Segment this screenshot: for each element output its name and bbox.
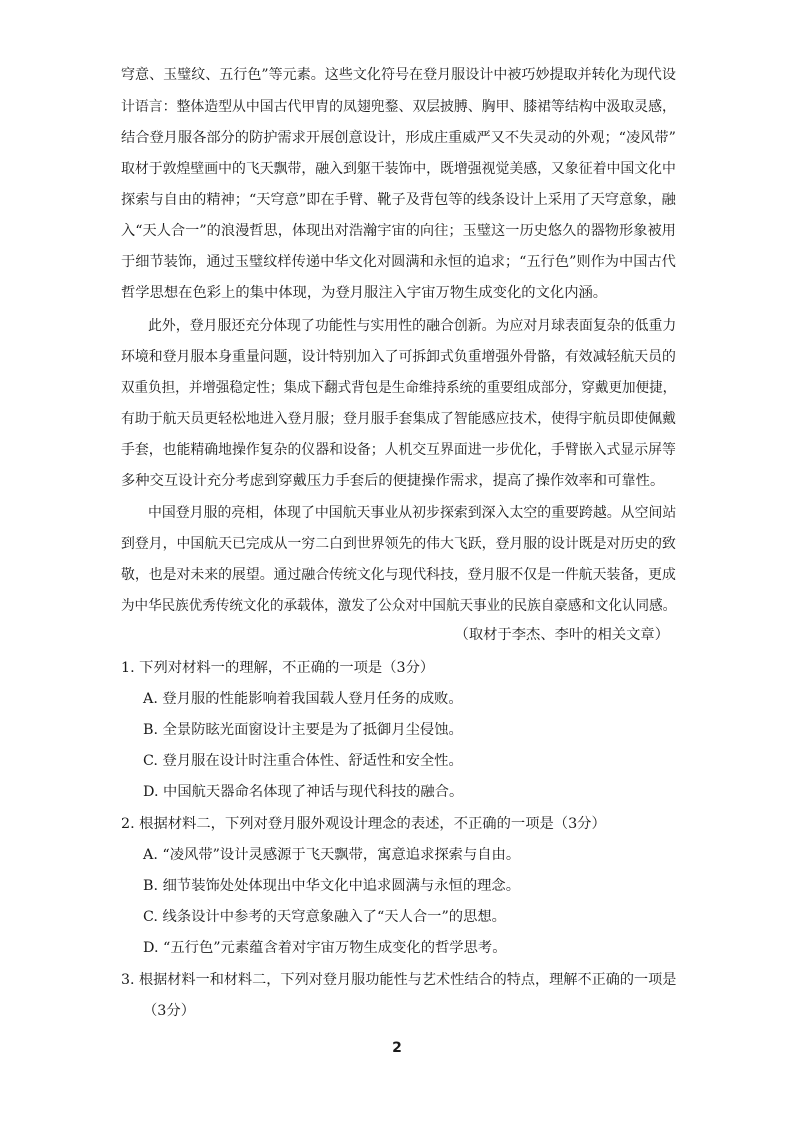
question-option: D. 中国航天器命名体现了神话与现代科技的融合。 [143,784,464,800]
passage-line: 计语言：整体造型从中国古代甲胄的凤翅兜鍪、双层披膊、胸甲、膝裙等结构中汲取灵感， [121,99,676,115]
question-option: A. “凌风带”设计灵感源于飞天飘带，寓意追求探索与自由。 [143,847,521,863]
question-stem: 2. 根据材料二，下列对登月服外观设计理念的表述，不正确的一项是（3分） [121,816,606,832]
passage-line: 手套，也能精确地操作复杂的仪器和设备；人机交互界面进一步优化，手臂嵌入式显示屏等 [121,442,676,458]
passage-line: 入“天人合一”的浪漫哲思，体现出对浩瀚宇宙的向往；玉璧这一历史悠久的器物形象被用 [121,223,676,239]
passage-line: 多种交互设计充分考虑到穿戴压力手套后的便捷操作需求，提高了操作效率和可靠性。 [121,473,665,489]
passage-line: 结合登月服各部分的防护需求开展创意设计，形成庄重威严又不失灵动的外观；“凌风带” [121,130,676,146]
passage-line: 环境和登月服本身重量问题，设计特别加入了可拆卸式负重增强外骨骼，有效减轻航天员的 [121,349,676,365]
passage-line: 此外，登月服还充分体现了功能性与实用性的融合创新。为应对月球表面复杂的低重力 [148,318,677,334]
passage-line: 取材于敦煌壁画中的飞天飘带，融入到躯干装饰中，既增强视觉美感，又象征着中国文化中 [121,161,676,177]
question-option: B. 全景防眩光面窗设计主要是为了抵御月尘侵蚀。 [143,722,463,738]
passage-line: 双重负担，并增强稳定性；集成下翻式背包是生命维持系统的重要组成部分，穿戴更加便捷， [121,380,677,396]
question-stem: 3. 根据材料一和材料二，下列对登月服功能性与艺术性结合的特点，理解不正确的一项是 [121,972,677,988]
question-option: C. 线条设计中参考的天穹意象融入了“天人合一”的思想。 [143,909,506,925]
passage-line: 哲学思想在色彩上的集中体现，为登月服注入宇宙万物生成变化的文化内涵。 [121,285,608,301]
source-attribution: （取材于李杰、李叶的相关文章） [454,627,669,643]
passage-line: 为中华民族优秀传统文化的承载体，激发了公众对中国航天事业的民族自豪感和文化认同感。 [121,598,677,614]
page-number: 2 [392,1040,402,1056]
question-option: A. 登月服的性能影响着我国载人登月任务的成败。 [143,691,463,707]
question-option: B. 细节装饰处处体现出中华文化中追求圆满与永恒的理念。 [143,878,521,894]
passage-line: 到登月，中国航天已完成从一穷二白到世界领先的伟大飞跃，登月服的设计既是对历史的致 [121,536,676,552]
question-stem-continuation: （3分） [143,1003,195,1019]
passage-line: 有助于航天员更轻松地进入登月服；登月服手套集成了智能感应技术，使得宇航员即使佩戴 [121,411,676,427]
passage-line: 探索与自由的精神；“天穹意”即在手臂、靴子及背包等的线条设计上采用了天穹意象，融 [121,192,676,208]
question-stem: 1. 下列对材料一的理解，不正确的一项是（3分） [121,660,435,676]
passage-line: 敬，也是对未来的展望。通过融合传统文化与现代科技，登月服不仅是一件航天装备，更成 [121,567,676,583]
passage-line: 中国登月服的亮相，体现了中国航天事业从初步探索到深入太空的重要跨越。从空间站 [148,505,677,521]
passage-line: 于细节装饰，通过玉璧纹样传递中华文化对圆满和永恒的追求；“五行色”则作为中国古代 [121,254,676,270]
question-option: C. 登月服在设计时注重合体性、舒适性和安全性。 [143,753,463,769]
question-option: D. “五行色”元素蕴含着对宇宙万物生成变化的哲学思考。 [143,940,507,956]
passage-line: 穹意、玉璧纹、五行色”等元素。这些文化符号在登月服设计中被巧妙提取并转化为现代设 [121,67,676,83]
